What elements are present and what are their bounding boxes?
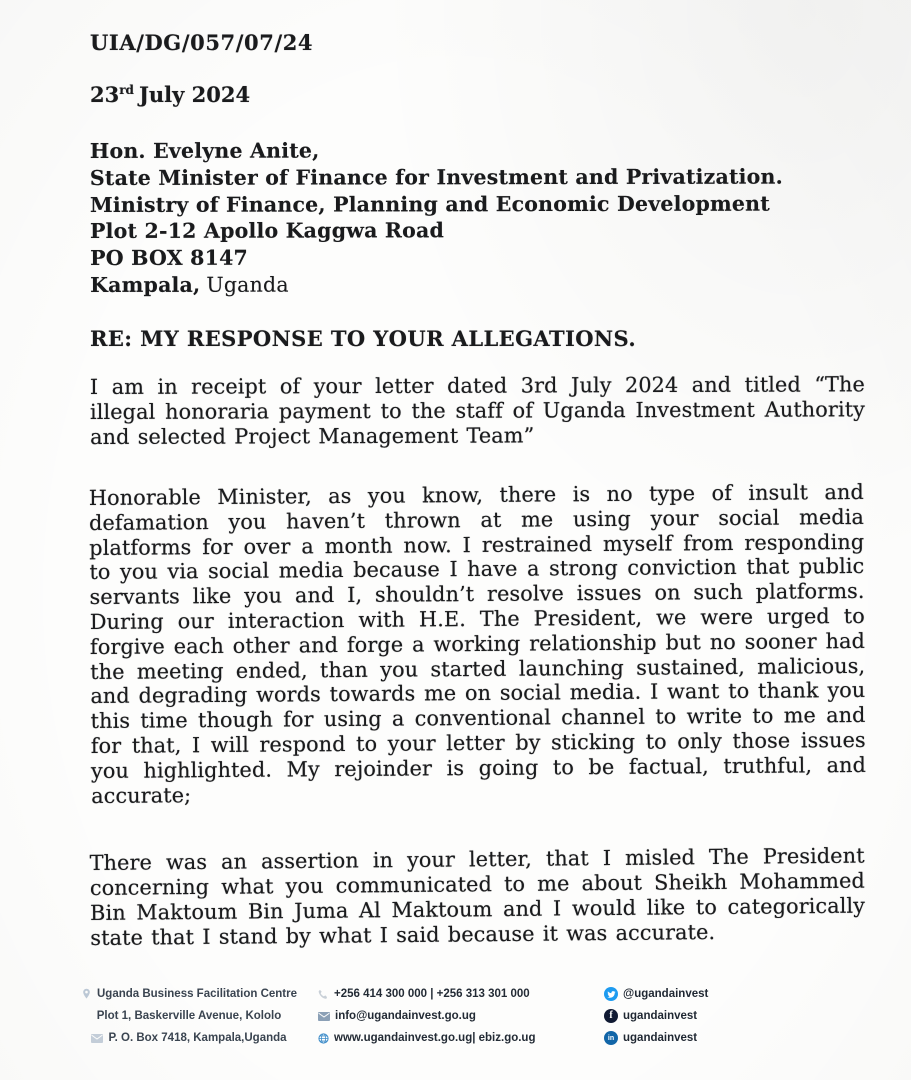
footer-linkedin-handle: ugandainvest <box>623 1032 698 1044</box>
footer-email-address: info@ugandainvest.go.ug <box>335 1010 476 1022</box>
date-day: 23 <box>90 82 120 107</box>
envelope-icon <box>91 1034 103 1043</box>
footer-twitter-line <box>604 983 708 1005</box>
envelope-icon <box>318 1012 330 1021</box>
footer-phone-line <box>318 983 576 1005</box>
footer-email-line <box>318 1005 576 1027</box>
linkedin-icon: in <box>604 1031 618 1045</box>
twitter-icon <box>604 987 618 1001</box>
footer-address-column <box>70 983 308 1049</box>
recipient-address-block <box>90 136 865 298</box>
recipient-name: Hon. Evelyne Anite, <box>89 138 320 164</box>
recipient-city: Kampala, <box>90 272 201 297</box>
footer-contact-column <box>318 983 576 1049</box>
footer-facebook-handle: ugandainvest <box>623 1010 698 1022</box>
recipient-country: Uganda <box>206 272 289 297</box>
footer-pobox-text: P. O. Box 7418, Kampala,Uganda <box>108 1032 287 1044</box>
footer-website-urls: www.ugandainvest.go.ug| ebiz.go.ug <box>334 1032 536 1044</box>
subject-line: RE: MY RESPONSE TO YOUR ALLEGATIONS. <box>90 325 637 351</box>
recipient-city-country <box>90 270 865 298</box>
globe-icon <box>318 1033 329 1044</box>
recipient-ministry: Ministry of Finance, Planning and Economic Development <box>89 191 770 217</box>
letter-body <box>90 0 865 951</box>
footer-social-column <box>604 983 708 1049</box>
facebook-icon: f <box>604 1009 618 1023</box>
footer-facebook-line <box>604 1005 708 1027</box>
recipient-title: State Minister of Finance for Investment and Privatization. <box>89 164 783 190</box>
location-pin-icon <box>81 988 92 1000</box>
footer-centre-name: Uganda Business Facilitation Centre <box>96 988 297 1000</box>
footer-pobox-line <box>70 1027 308 1049</box>
footer-phone-numbers: +256 414 300 000 | +256 313 301 000 <box>334 988 530 1000</box>
paragraph-main-response: Honorable Minister, as you know, there is no type of insult and defamation you haven’t thrown at me using your social media platforms for over a month now. I restrained myself from responding to you via social media because I have a strong conviction that public servants like you and I, shouldn’t resolve issues on such platforms. During our interaction with H.E. The President, we were urged to forgive each other and forge a working relationship but no sooner had the meeting ended, than you started launching sustained, malicious, and degrading words towards me on social media. I want to thank you this time though for using a conventional channel to write to me and for that, I will respond to your letter by sticking to only those issues you highlighted. My rejoinder is going to be factual, truthful, and accurate; <box>88 479 867 808</box>
recipient-po-box: PO BOX 8147 <box>90 245 249 271</box>
footer-plot-line <box>70 1005 308 1027</box>
footer-website-line <box>318 1027 576 1049</box>
paragraph-assertion: There was an assertion in your letter, that I misled The President concerning what you communicated to me about Sheikh Mohammed Bin Maktoum Bin Juma Al Maktoum and I would like to categorically state that I stand by what I said because it was accurate. <box>89 843 866 951</box>
reference-number: UIA/DG/057/07/24 <box>90 30 314 55</box>
recipient-street: Plot 2-12 Apollo Kaggwa Road <box>90 218 445 244</box>
footer-plot-text: Plot 1, Baskerville Avenue, Kololo <box>96 1010 282 1022</box>
letter-date <box>90 82 865 107</box>
phone-icon <box>318 989 329 1000</box>
paragraph-receipt: I am in receipt of your letter dated 3rd July 2024 and titled “The illegal honoraria payment to the staff of Uganda Investment Authority and selected Project Management Team” <box>89 372 866 449</box>
date-ordinal: rd <box>119 83 134 97</box>
footer-twitter-handle: @ugandainvest <box>623 988 709 1000</box>
footer-linkedin-line <box>604 1027 708 1049</box>
footer-centre-line <box>70 983 308 1005</box>
letterhead-footer <box>70 983 891 1049</box>
date-month-year: July 2024 <box>138 82 251 107</box>
